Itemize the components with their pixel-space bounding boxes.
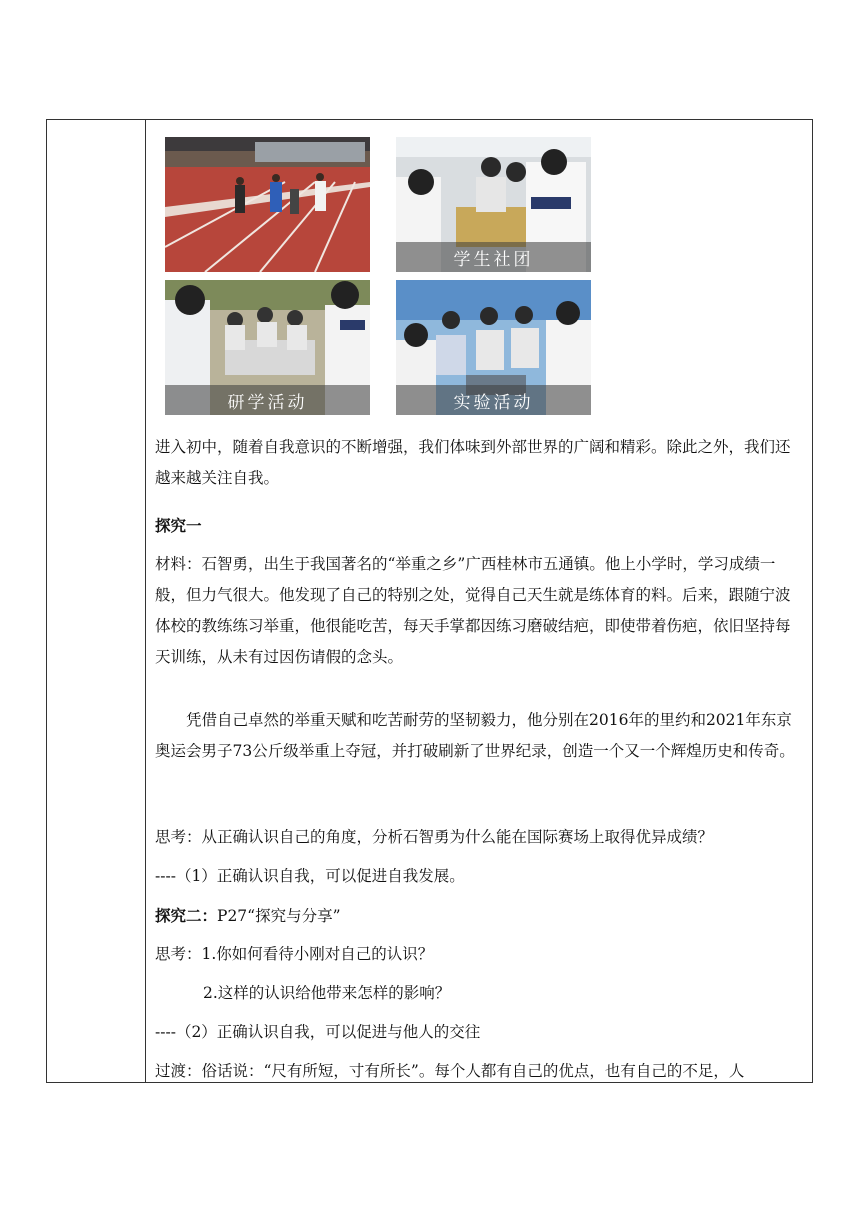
point-one: ----（1）正确认识自我，可以促进自我发展。: [155, 867, 465, 885]
lesson-table: [46, 119, 813, 1083]
photo-student-club: [396, 137, 591, 272]
intro-paragraph: 进入初中，随着自我意识的不断增强，我们体味到外部世界的广阔和精彩。除此之外，我们还越来越关注自我。: [155, 438, 791, 487]
photo-experiment: [396, 280, 591, 415]
material-paragraph: 材料：石智勇，出生于我国著名的“举重之乡”广西桂林市五通镇。他上小学时，学习成绩一般，但力气很大。他发现了自己的特别之处，觉得自己天生就是练体育的料。后来，跟随宁波体校的教练练习举重，他很能吃苦，每天手掌都因练习磨破结疤，即使带着伤疤，依旧坚持每天训练，从未有过因伤请假的念头。: [155, 555, 791, 666]
explore-two-reference: P27“探究与分享”: [217, 907, 341, 925]
photo-caption-club: 学生社团: [396, 242, 591, 272]
photo-caption-study: 研学活动: [165, 385, 370, 415]
transition-paragraph: 过渡：俗话说：“尺有所短，寸有所长”。每个人都有自己的优点，也有自己的不足，人: [155, 1062, 745, 1080]
think-two-question-a: 思考：1.你如何看待小刚对自己的认识？: [155, 945, 434, 963]
photo-track-race: [165, 137, 370, 272]
photo-study-trip: [165, 280, 370, 415]
think-one-question: 思考：从正确认识自己的角度，分析石智勇为什么能在国际赛场上取得优异成绩？: [155, 828, 714, 846]
think-two-question-b: 2.这样的认识给他带来怎样的影响？: [203, 984, 451, 1002]
point-two: ----（2）正确认识自我，可以促进与他人的交往: [155, 1023, 481, 1041]
explore-one-heading: 探究一: [155, 516, 202, 535]
photo-caption-experiment: 实验活动: [396, 385, 591, 415]
achievement-paragraph: 凭借自己卓然的举重天赋和吃苦耐劳的坚韧毅力，他分别在2016年的里约和2021年东京奥运会男子73公斤级举重上夺冠，并打破刷新了世界纪录，创造一个又一个辉煌历史和传奇。: [155, 711, 795, 760]
explore-two-heading: [155, 900, 804, 932]
column-divider: [145, 120, 146, 1082]
explore-two-title: 探究二：: [155, 906, 218, 925]
